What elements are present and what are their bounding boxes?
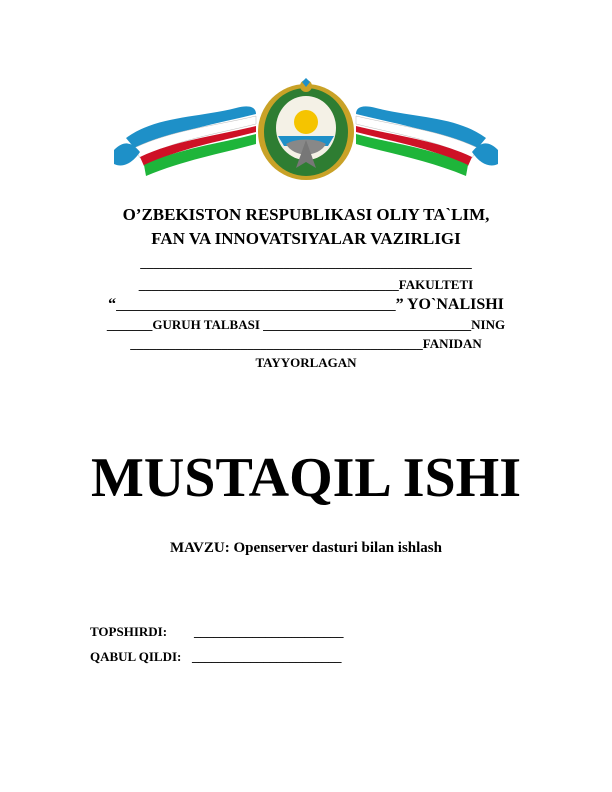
group-field <box>0 316 612 334</box>
topic-line: MAVZU: Openserver dasturi bilan ishlash <box>170 540 442 556</box>
subject-field: _____________________________________________FANIDAN <box>130 336 482 351</box>
submitted-by-blank: _______________________ <box>194 624 344 639</box>
group-suffix: NING <box>471 317 506 332</box>
group-prefix: _______GURUH TALBASI <box>106 317 264 332</box>
prepared-label: TAYYORLAGAN <box>255 355 357 370</box>
state-emblem <box>106 78 506 182</box>
ministry-name-line2: FAN VA INNOVATSIYALAR VAZIRLIGI <box>151 229 461 248</box>
submitted-by-row <box>90 624 344 640</box>
document-title: MUSTAQIL ISHI <box>91 447 521 509</box>
accepted-by-blank: _______________________ <box>192 649 342 664</box>
blank-field-line: ___________________________________________________ <box>140 255 472 270</box>
right-flag-ribbon <box>356 106 498 176</box>
accepted-by-row <box>90 649 342 665</box>
direction-blank: ___________________________________________ <box>116 297 396 312</box>
faculty-field: ________________________________________FAKULTETI <box>138 277 474 292</box>
direction-field <box>0 296 612 314</box>
accepted-by-label: QABUL QILDI: <box>90 649 182 664</box>
ministry-name-line1: O’ZBEKISTON RESPUBLIKASI OLIY TA`LIM, <box>122 205 490 224</box>
left-flag-ribbon <box>114 106 256 176</box>
direction-open-quote: “ <box>108 296 117 313</box>
group-blank: ________________________________ <box>263 317 472 332</box>
submitted-by-label: TOPSHIRDI: <box>90 624 168 639</box>
coat-of-arms <box>258 78 354 180</box>
direction-label: ” YO`NALISHI <box>395 296 504 313</box>
